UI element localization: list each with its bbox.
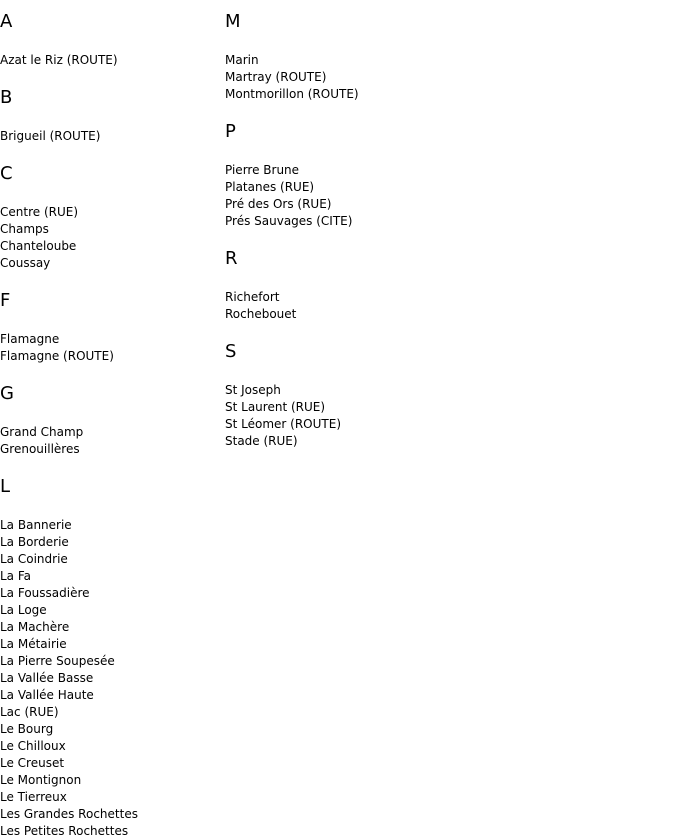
street-list [0,52,225,69]
street-link-marin[interactable]: Marin [225,53,259,67]
street-link-flamagne-route[interactable]: Flamagne (ROUTE) [0,349,114,363]
street-link-st-joseph[interactable]: St Joseph [225,383,281,397]
street-link-pierre-brune[interactable]: Pierre Brune [225,163,300,177]
street-link-centre-rue[interactable]: Centre (RUE) [0,205,79,219]
letter-heading-l: L [0,476,11,497]
street-list [225,162,675,230]
street-link-pre-des-ors-rue[interactable]: Pré des Ors (RUE) [225,197,332,211]
letter-group-b [0,87,225,145]
letter-heading-f: F [0,290,11,311]
street-link-lac-rue[interactable]: Lac (RUE) [0,705,59,719]
letter-heading-m: M [225,11,241,32]
street-link-le-chilloux[interactable]: Le Chilloux [0,739,66,753]
street-link-le-bourg[interactable]: Le Bourg [0,722,54,736]
letter-group-g [0,383,225,458]
street-link-richefort[interactable]: Richefort [225,290,280,304]
street-link-champs[interactable]: Champs [0,222,49,236]
letter-group-r [225,248,675,323]
street-link-coussay[interactable]: Coussay [0,256,51,270]
street-link-martray-route[interactable]: Martray (ROUTE) [225,70,327,84]
street-link-grenouilleres[interactable]: Grenouillères [0,442,80,456]
letter-group-a [0,11,225,69]
street-link-le-tierreux[interactable]: Le Tierreux [0,790,67,804]
street-link-la-foussadiere[interactable]: La Foussadière [0,586,90,600]
street-link-st-leomer-route[interactable]: St Léomer (ROUTE) [225,417,341,431]
right-index-column [225,0,675,450]
letter-heading-s: S [225,341,237,362]
street-link-les-grandes-rochettes[interactable]: Les Grandes Rochettes [0,807,138,821]
street-link-azat-le-riz-route[interactable]: Azat le Riz (ROUTE) [0,53,118,67]
street-link-la-machere[interactable]: La Machère [0,620,70,634]
street-link-la-pierre-soupesee[interactable]: La Pierre Soupesée [0,654,115,668]
letter-heading-c: C [0,163,13,184]
street-list [0,517,225,840]
street-list [0,424,225,458]
street-link-rochebouet[interactable]: Rochebouet [225,307,297,321]
letter-group-c [0,163,225,272]
street-link-la-vallee-basse[interactable]: La Vallée Basse [0,671,94,685]
street-link-pres-sauvages-cite[interactable]: Prés Sauvages (CITE) [225,214,353,228]
street-link-stade-rue[interactable]: Stade (RUE) [225,434,298,448]
street-list [225,52,675,103]
street-link-st-laurent-rue[interactable]: St Laurent (RUE) [225,400,326,414]
street-link-les-petites-rochettes[interactable]: Les Petites Rochettes [0,824,129,838]
letter-group-p [225,121,675,230]
letter-group-l [0,476,225,840]
street-link-flamagne[interactable]: Flamagne [0,332,60,346]
street-list [0,128,225,145]
street-link-grand-champ[interactable]: Grand Champ [0,425,84,439]
street-link-la-vallee-haute[interactable]: La Vallée Haute [0,688,94,702]
street-list [0,204,225,272]
letter-heading-a: A [0,11,13,32]
street-link-la-fa[interactable]: La Fa [0,569,32,583]
left-index-column [0,0,225,840]
street-link-chanteloube[interactable]: Chanteloube [0,239,77,253]
street-link-la-bannerie[interactable]: La Bannerie [0,518,72,532]
street-link-le-montignon[interactable]: Le Montignon [0,773,82,787]
letter-heading-p: P [225,121,236,142]
street-link-montmorillon-route[interactable]: Montmorillon (ROUTE) [225,87,359,101]
letter-group-m [225,11,675,103]
street-link-la-borderie[interactable]: La Borderie [0,535,69,549]
street-link-le-creuset[interactable]: Le Creuset [0,756,65,770]
street-list [225,382,675,450]
street-link-la-coindrie[interactable]: La Coindrie [0,552,68,566]
street-list [0,331,225,365]
street-link-la-metairie[interactable]: La Métairie [0,637,67,651]
street-link-platanes-rue[interactable]: Platanes (RUE) [225,180,315,194]
street-link-brigueil-route[interactable]: Brigueil (ROUTE) [0,129,101,143]
letter-group-s [225,341,675,450]
street-list [225,289,675,323]
letter-heading-r: R [225,248,238,269]
street-link-la-loge[interactable]: La Loge [0,603,47,617]
letter-group-f [0,290,225,365]
letter-heading-b: B [0,87,13,108]
letter-heading-g: G [0,383,14,404]
